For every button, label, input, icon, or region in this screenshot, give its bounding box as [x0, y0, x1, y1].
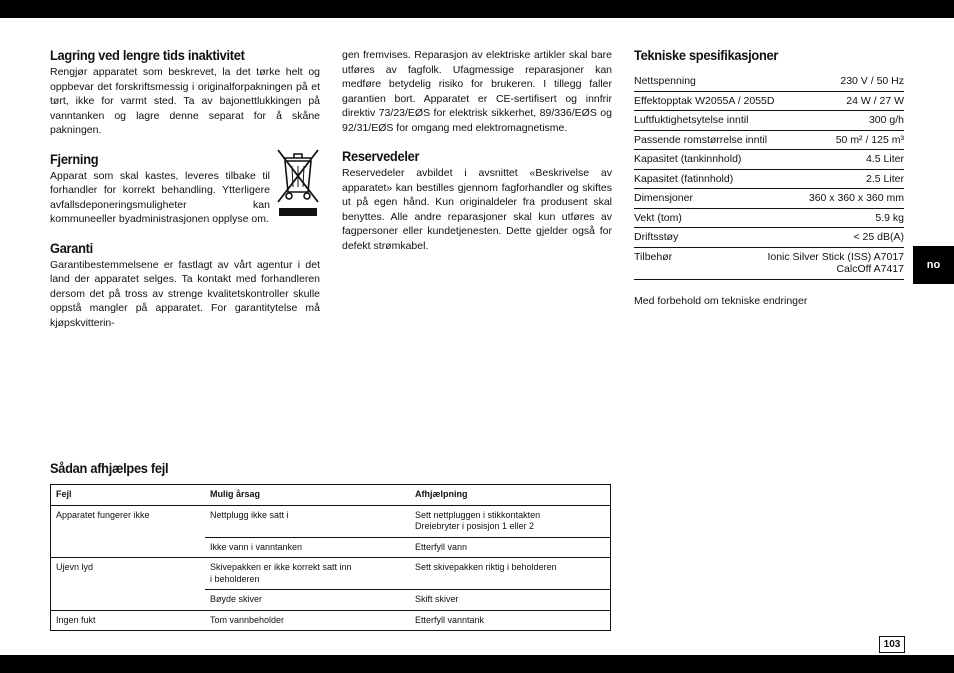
spare-parts-title: Reservedeler — [342, 149, 420, 164]
spec-value: 2.5 Liter — [866, 172, 904, 185]
section-spare-parts — [342, 149, 612, 253]
cell-fix — [410, 505, 611, 537]
cell-fault: Ujevn lyd — [51, 558, 206, 611]
disposal-title: Fjerning — [50, 151, 99, 167]
storage-text: Rengjør apparatet som beskrevet, la det tørke helt og oppbevar det forskriftsmessig i originalforpakningen på et tørt, ikke for varmt sted. Ta av bajonettlukkingen på vanntanken og lagre denne separat for å skåne pakningen. — [50, 66, 320, 136]
spec-value: 50 m² / 125 m³ — [835, 133, 904, 146]
spec-row — [634, 228, 904, 248]
troubleshooting-title: Sådan afhjælpes fejl — [50, 461, 169, 476]
cell-cause: Tom vannbeholder — [210, 614, 285, 625]
cell-cause: Bøyde skiver — [205, 590, 410, 611]
warranty-cont-text: gen fremvises. Reparasjon av elektriske artikler skal bare utføres av fagfolk. Ufagmessige reparasjoner kan medføre betydelig risiko for brukeren. I tillegg faller garantien bort. Apparatet er CE-sertifisert og innfrir direktiv 73/23/EØS for elektrisk sikkerhet, 89/336/EØS og 92/31/EØS for omgang med elektromagnetisme. — [342, 49, 612, 134]
spec-label: Luftfuktighetsytelse inntil — [634, 114, 749, 126]
spec-label: Dimensjoner — [634, 192, 693, 204]
spec-value-line: Ionic Silver Stick (ISS) A7017 — [767, 250, 904, 263]
spec-value-line: CalcOff A7417 — [836, 263, 904, 275]
troubleshooting-table — [50, 484, 611, 631]
spec-label: Effektopptak W2055A / 2055D — [634, 94, 775, 107]
spec-row — [634, 92, 904, 112]
spec-label: Vekt (tom) — [634, 211, 682, 224]
page-number: 103 — [879, 636, 905, 653]
cell-cause — [205, 558, 410, 590]
spec-value: < 25 dB(A) — [853, 231, 904, 243]
spec-value: 360 x 360 x 360 mm — [808, 192, 904, 204]
cause-line: Skivepakken er ikke korrekt satt inn — [210, 562, 352, 572]
table-row — [51, 610, 611, 631]
section-warranty — [50, 241, 320, 331]
header-fault: Fejl — [51, 485, 206, 506]
cell-fix: Skift skiver — [410, 590, 611, 611]
language-tab: no — [913, 246, 954, 284]
section-warranty-continued — [342, 48, 612, 135]
warranty-text: Garantibestemmelsene er fastlagt av vårt agentur i det land der apparatet selges. Ta kontakt med forhandleren dersom det på tross av strenge kvalitetskontroller skulle oppstå mangler på apparatet. For garantitytelse må kjøpskvitterin- — [50, 258, 320, 329]
spec-row — [634, 209, 904, 229]
spec-label: Kapasitet (fatinnhold) — [634, 172, 734, 185]
column-middle — [342, 48, 612, 267]
header-cause: Mulig årsag — [205, 485, 410, 506]
table-row — [51, 558, 611, 590]
specs-title: Tekniske spesifikasjoner — [634, 48, 779, 63]
spec-label: Passende romstørrelse inntil — [634, 133, 768, 146]
column-right — [634, 48, 904, 308]
cell-fix: Etterfyll vann — [410, 537, 611, 558]
specs-note: Med forbehold om tekniske endringer — [634, 294, 808, 307]
spec-label: Driftsstøy — [634, 231, 679, 243]
cell-cause: Nettplugg ikke satt i — [205, 505, 410, 537]
spec-row — [634, 72, 904, 92]
top-bar — [0, 0, 954, 18]
spec-label: Nettspenning — [634, 75, 696, 87]
spec-value: 230 V / 50 Hz — [840, 75, 904, 87]
table-header-row — [51, 485, 611, 506]
table-row — [51, 505, 611, 537]
spec-label: Kapasitet (tankinnhold) — [634, 153, 742, 165]
spec-value: 4.5 Liter — [866, 153, 904, 165]
cell-fix: Sett skivepakken riktig i beholderen — [410, 558, 611, 590]
spec-row — [634, 131, 904, 151]
cell-fix: Etterfyll vanntank — [415, 614, 485, 625]
fix-line: Dreiebryter i posisjon 1 eller 2 — [415, 521, 535, 531]
spec-row — [634, 170, 904, 190]
cell-cause: Ikke vann i vanntanken — [205, 537, 410, 558]
crossed-out-wheelie-bin-icon — [275, 146, 321, 220]
header-fix: Afhjælpning — [410, 485, 611, 506]
spec-value: 5.9 kg — [875, 211, 904, 224]
spec-value: 24 W / 27 W — [846, 94, 904, 107]
bottom-bar — [0, 655, 954, 673]
section-storage — [50, 48, 320, 138]
spec-row — [634, 248, 904, 280]
warranty-title: Garanti — [50, 240, 93, 256]
cell-fault: Apparatet fungerer ikke — [51, 505, 206, 558]
spec-value — [767, 251, 904, 276]
spec-row — [634, 150, 904, 170]
cell-fault: Ingen fukt — [56, 614, 96, 625]
cause-line: i beholderen — [210, 573, 260, 584]
specs-table — [634, 72, 904, 280]
spec-label: Tilbehør — [634, 250, 673, 263]
spec-row — [634, 111, 904, 131]
spec-row — [634, 189, 904, 209]
disposal-text: Apparat som skal kastes, leveres tilbake til forhandler for korrekt behandling. Ytterligere avfallsdeponeringsmuligheter kan kommuneeller byadministrasjonen opplyse om. — [50, 169, 270, 225]
spare-parts-text: Reservedeler avbildet i avsnittet «Beskrivelse av apparatet» kan bestilles gjennom fagforhandler og skiftes ut på egen hånd. Kun originaldeler fra produsent skal benyttes. Alle andre reparasjoner skal kun utføres av fagpersoner eller kundetjenesten. Dette gjelder også for defekt strømkabel. — [342, 167, 612, 252]
spec-value: 300 g/h — [868, 114, 904, 126]
column-left — [50, 48, 320, 344]
fix-line: Sett nettpluggen i stikkontakten — [415, 509, 541, 520]
storage-title: Lagring ved lengre tids inaktivitet — [50, 48, 245, 63]
